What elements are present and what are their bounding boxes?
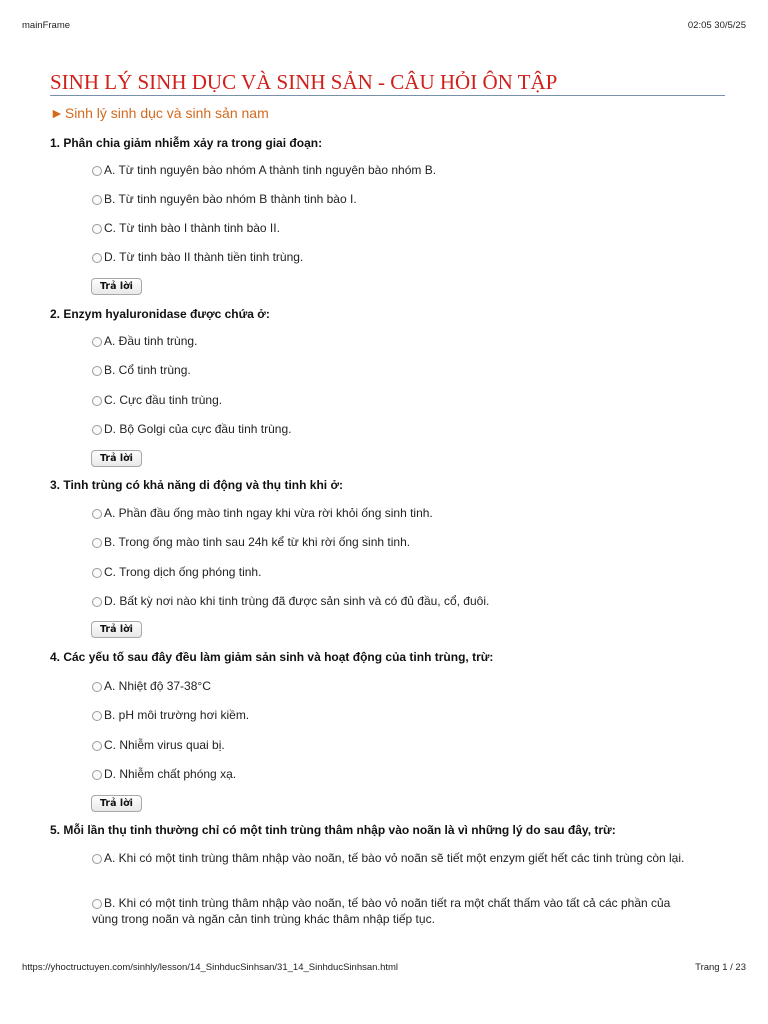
question-4-option-d[interactable] [92,766,692,782]
question-5-option-b[interactable] [92,895,692,927]
option-label: A. Khi có một tinh trùng thâm nhập vào noãn, tế bào vỏ noãn sẽ tiết một enzym giết hết các tinh trùng còn lại. [104,851,685,865]
question-2-option-b[interactable] [92,362,692,378]
radio-button[interactable] [92,682,102,692]
question-1-option-a[interactable] [92,162,692,178]
question-1-option-d[interactable] [92,249,692,265]
option-label: D. Bất kỳ nơi nào khi tinh trùng đã được sản sinh và có đủ đầu, cổ, đuôi. [104,594,490,608]
radio-button[interactable] [92,224,102,234]
question-3-option-c[interactable] [92,564,692,580]
radio-button[interactable] [92,770,102,780]
radio-button[interactable] [92,425,102,435]
radio-button[interactable] [92,509,102,519]
radio-button[interactable] [92,396,102,406]
option-label: B. Từ tinh nguyên bào nhóm B thành tinh bào I. [104,192,357,206]
question-4-option-c[interactable] [92,737,692,753]
question-3-option-b[interactable] [92,534,692,550]
radio-button[interactable] [92,166,102,176]
triangle-arrow-icon: ► [50,105,64,121]
print-footer-url: https://yhoctructuyen.com/sinhly/lesson/14_SinhducSinhsan/31_14_SinhducSinhsan.html [22,962,399,973]
question-3-option-a[interactable] [92,505,692,521]
radio-button[interactable] [92,337,102,347]
radio-button[interactable] [92,899,102,909]
question-4-answer-button[interactable]: Trả lời [91,795,142,812]
option-label: C. Từ tinh bào I thành tinh bào II. [104,221,280,235]
radio-button[interactable] [92,538,102,548]
radio-button[interactable] [92,711,102,721]
option-label: D. Bộ Golgi của cực đầu tinh trùng. [104,422,292,436]
question-2-option-c[interactable] [92,392,692,408]
question-2-answer-button[interactable]: Trả lời [91,450,142,467]
option-label: B. Khi có một tinh trùng thâm nhập vào noãn, tế bào vỏ noãn tiết ra một chất thấm vào tất cả các phần của vùng trong noãn và ngăn cản tinh trùng khác thâm nhập tiếp tục. [92,896,671,926]
section-heading[interactable] [50,105,269,121]
option-label: A. Từ tinh nguyên bào nhóm A thành tinh nguyên bào nhóm B. [104,163,437,177]
page-title: SINH LÝ SINH DỤC VÀ SINH SẢN - CÂU HỎI ÔN TẬP [50,70,725,96]
print-footer-page-number: Trang 1 / 23 [695,962,746,973]
option-label: B. Cổ tinh trùng. [104,363,191,377]
option-label: B. pH môi trường hơi kiềm. [104,708,250,722]
radio-button[interactable] [92,854,102,864]
option-label: C. Trong dịch ống phóng tinh. [104,565,262,579]
question-3-answer-button[interactable]: Trả lời [91,621,142,638]
print-header-datetime: 02:05 30/5/25 [687,20,746,31]
question-4-option-b[interactable] [92,707,692,723]
question-1-text: 1. Phân chia giảm nhiễm xảy ra trong giai đoạn: [50,136,323,150]
question-2-option-a[interactable] [92,333,692,349]
question-1-option-c[interactable] [92,220,692,236]
radio-button[interactable] [92,741,102,751]
option-label: A. Phần đầu ống mào tinh ngay khi vừa rời khỏi ống sinh tinh. [104,506,433,520]
question-4-text: 4. Các yếu tố sau đây đều làm giảm sản sinh và hoạt động của tinh trùng, trừ: [50,650,494,664]
option-label: D. Từ tinh bào II thành tiền tinh trùng. [104,250,304,264]
option-label: D. Nhiễm chất phóng xạ. [104,767,237,781]
question-2-text: 2. Enzym hyaluronidase được chứa ở: [50,307,270,321]
question-3-text: 3. Tinh trùng có khả năng di động và thụ tinh khi ở: [50,478,343,492]
question-5-text: 5. Mỗi lần thụ tinh thường chỉ có một tinh trùng thâm nhập vào noãn là vì những lý do sau đây, trừ: [50,823,616,837]
option-label: B. Trong ống mào tinh sau 24h kể từ khi rời ống sinh tinh. [104,535,411,549]
question-1-answer-button[interactable]: Trả lời [91,278,142,295]
radio-button[interactable] [92,366,102,376]
radio-button[interactable] [92,253,102,263]
question-3-option-d[interactable] [92,593,692,609]
option-label: A. Đầu tinh trùng. [104,334,198,348]
question-2-option-d[interactable] [92,421,692,437]
section-heading-label: Sinh lý sinh dục và sinh sản nam [64,105,269,121]
radio-button[interactable] [92,568,102,578]
radio-button[interactable] [92,195,102,205]
option-label: A. Nhiệt độ 37-38°C [104,679,211,693]
question-5-option-a[interactable] [92,850,692,866]
option-label: C. Cực đầu tinh trùng. [104,393,223,407]
radio-button[interactable] [92,597,102,607]
print-header-frame-name: mainFrame [22,20,71,31]
question-4-option-a[interactable] [92,678,692,694]
question-1-option-b[interactable] [92,191,692,207]
option-label: C. Nhiễm virus quai bị. [104,738,225,752]
